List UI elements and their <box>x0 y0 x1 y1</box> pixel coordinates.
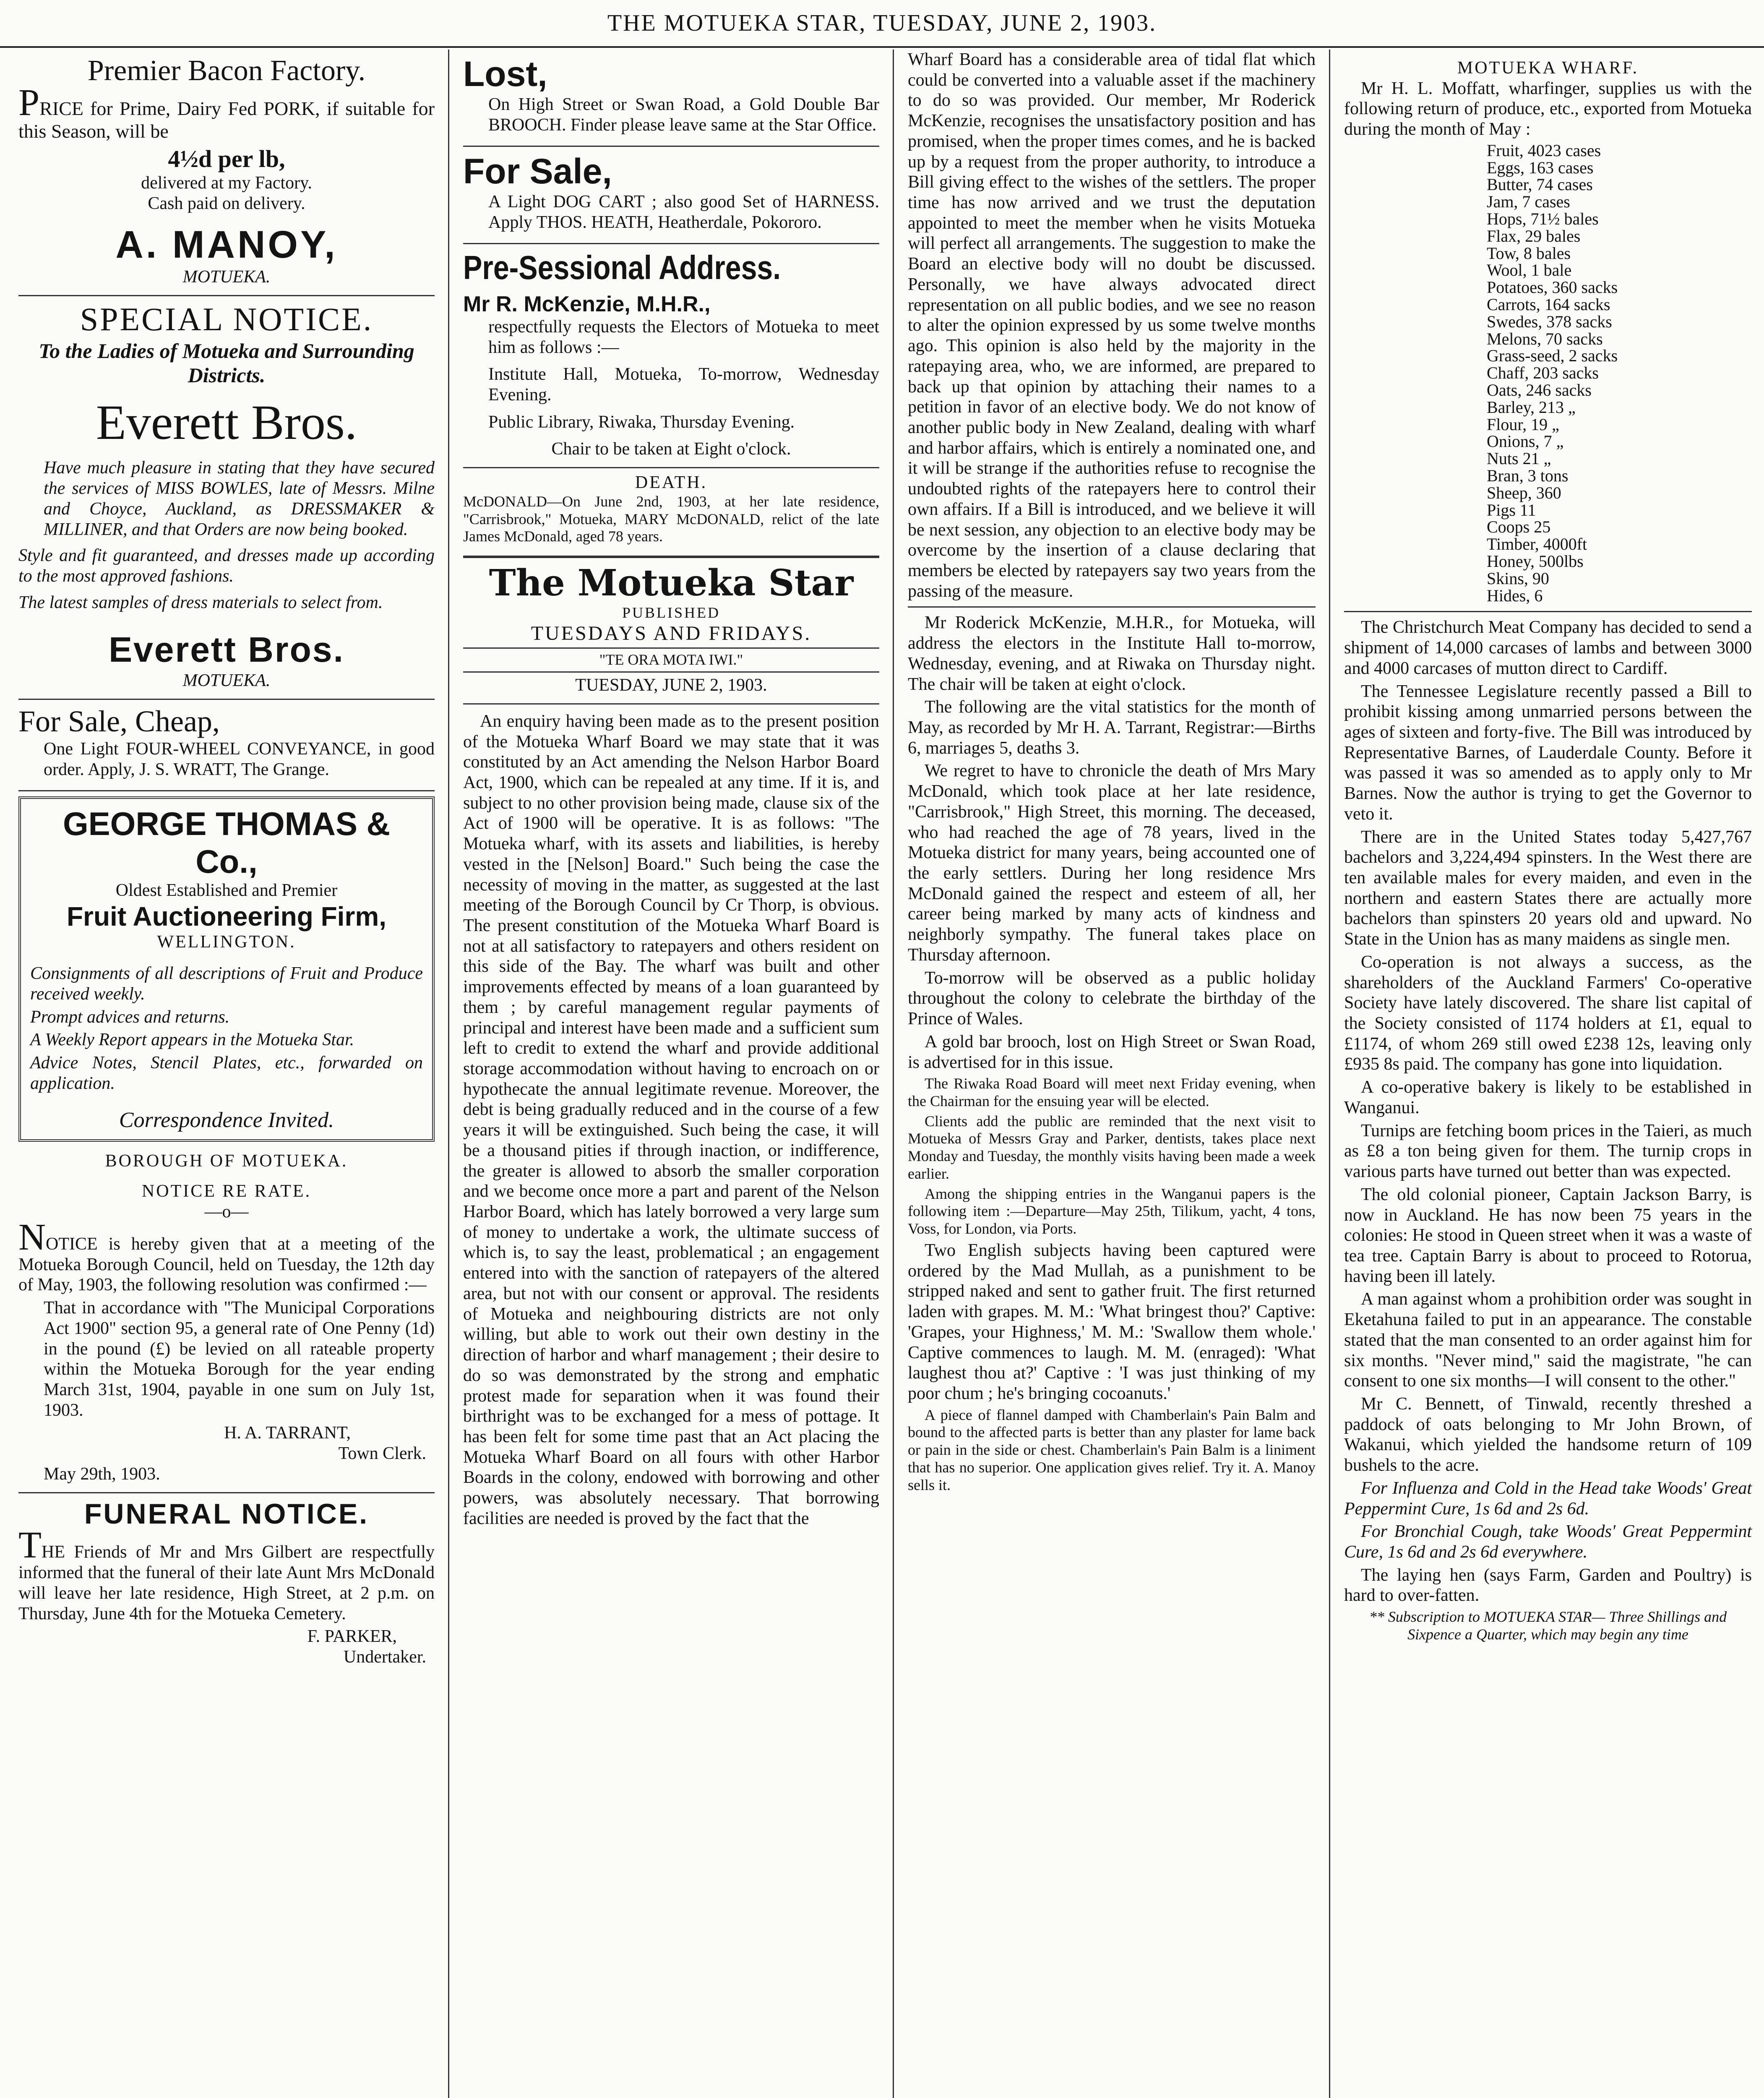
column-rule <box>448 50 449 2098</box>
section-divider <box>1344 611 1752 612</box>
news-item: The Riwaka Road Board will meet next Friday evening, when the Chairman for the ensuing year will be elected. <box>908 1075 1316 1109</box>
ad-place: MOTUEKA. <box>182 267 271 287</box>
export-list <box>1344 142 1752 605</box>
paper-date: TUESDAY, JUNE 2, 1903. <box>463 671 879 696</box>
subscription-note: ** Subscription to MOTUEKA STAR— Three Shillings and Sixpence a Quarter, which may begin any time <box>1369 1608 1727 1643</box>
masthead: THE MOTUEKA STAR, TUESDAY, JUNE 2, 1903. <box>0 0 1764 48</box>
export-item: Chaff, 203 sacks <box>1487 363 1599 383</box>
news-item: The Christchurch Meat Company has decided to send a shipment of 14,000 carcases of lambs and between 3000 and 4000 carcases of mutton direct to Cardiff. <box>1344 618 1752 678</box>
column-4 <box>1334 50 1762 2098</box>
advertisement-note: For Bronchial Cough, take Woods' Great Peppermint Cure, 1s 6d and 2s 6d everywhere. <box>1344 1522 1752 1562</box>
notice-signature: F. PARKER, <box>307 1627 397 1647</box>
news-item: The old colonial pioneer, Captain Jackson Barry, is now in Auckland. He has now been 75 years in the colonies: He stood in Queen street when it was a waste of tea tree. Captain Barry is about to proceed to Rotorua, having been ill lately. <box>1344 1185 1752 1286</box>
export-item: Pigs 11 <box>1487 500 1536 519</box>
export-item: Coops 25 <box>1487 517 1551 537</box>
news-item: A gold bar brooch, lost on High Street or Swan Road, is advertised for in this issue. <box>908 1032 1316 1072</box>
notice-divider: —o— <box>204 1202 249 1222</box>
news-item: Clients add the public are reminded that the next visit to Motueka of Messrs Gray and Parker, dentists, takes place next Monday and Tuesday, the monthly visits having been made a week earlier. <box>908 1112 1316 1182</box>
export-item: Eggs, 163 cases <box>1487 158 1594 177</box>
lost-ad <box>463 50 879 147</box>
notice-signature: Undertaker. <box>343 1647 426 1667</box>
notice-body: THE Friends of Mr and Mrs Gilbert are respectfully informed that the funeral of their late Aunt Mrs McDonald will leave her late residence, High Street, at 2 p.m. on Thursday, June 4th for the Motueka Cemetery. <box>18 1524 435 1623</box>
ad-title: Lost, <box>463 54 547 94</box>
ad-subtitle: Fruit Auctioneering Firm, <box>66 901 387 932</box>
news-item: The Tennessee Legislature recently passed a Bill to prohibit kissing among unmarried persons between the ages of sixteen and forty-five. The Bill was introduced by Representative Barnes, of Lauderdale County. Before it was passed it was so amended as to apply only to Mr Barnes. Now the author is trying to get the Governor to veto it. <box>1344 681 1752 824</box>
funeral-notice <box>18 1493 435 1675</box>
ad-body: One Light FOUR-WHEEL CONVEYANCE, in good order. Apply, J. S. WRATT, The Grange. <box>44 739 435 779</box>
paper-published: PUBLISHED <box>622 604 721 621</box>
editorial <box>463 711 879 1529</box>
editorial-continued: Wharf Board has a considerable area of tidal flat which could be converted into a valuable asset if the machinery to do so was provided. Our member, Mr Roderick McKenzie, recognises the unsatisfactory position and has promised, when the proper times comes, and he is backed up by a request from the proper authority, to introduce a Bill giving effect to the wishes of the settlers. The proper time has now arrived and we trust the deputation appointed to meet the member when he visits Motueka will perfect all arrangements. The suggestion to make the Board an elective body will no doubt be discussed. Personally, we have always advocated direct representation on all public bodies, and we see no reason to alter the opinion expressed by us some twelve months ago. This opinion is also held by the majority in the ratepaying area, who, we are informed, are prepared to back up that opinion by attaching their names to a petition in favor of an elective body. We do not know of another public body in New Zealand, dealing with wharf and harbor affairs, which is entirely a nominated one, and it will be strange if the authorities refuse to recognise the undoubted rights of the ratepayers here to control their own affairs. If a Bill is introduced, and we believe it will be next session, any objection to an elective body may be overcome by the insertion of a clause declaring that members be elected by ratepayers say two years from the passing of the measure. <box>908 50 1316 601</box>
news-item: The following are the vital statistics for the month of May, as recorded by Mr H. A. Tarrant, Registrar:—Births 6, marriages 5, deaths 3. <box>908 697 1316 758</box>
ad-body: Have much pleasure in stating that they have secured the services of MISS BOWLES, late of Messrs. Milne and Choyce, Auckland, as DRESSMAKER & MILLINER, and that Orders are now being booked. <box>44 458 435 539</box>
column-3 <box>898 50 1326 2098</box>
special-notice-ad <box>18 296 435 700</box>
news-item: Among the shipping entries in the Wanganui papers is the following item :—Departure—May 25th, Tilikum, yacht, 4 tons, Voss, for London, via Ports. <box>908 1185 1316 1237</box>
export-item: Honey, 500lbs <box>1487 552 1584 571</box>
ad-body: Advice Notes, Stencil Plates, etc., forwarded on application. <box>30 1053 423 1093</box>
paper-title: The Motueka Star <box>489 562 854 605</box>
news-item: The laying hen (says Farm, Garden and Poultry) is hard to over-fatten. <box>1344 1565 1752 1605</box>
export-item: Flour, 19 „ <box>1487 415 1559 434</box>
star-nameplate <box>463 557 879 705</box>
ad-price: 4½d per lb, <box>168 145 285 172</box>
ad-footer: Correspondence Invited. <box>119 1108 334 1133</box>
ad-subtitle: To the Ladies of Motueka and Surrounding Districts. <box>39 339 414 387</box>
ad-firm: Everett Bros. <box>96 394 357 450</box>
news-item: A co-operative bakery is likely to be established in Wanganui. <box>1344 1078 1752 1117</box>
export-item: Skins, 90 <box>1487 569 1549 588</box>
export-item: Wool, 1 bale <box>1487 261 1572 280</box>
notice-title: DEATH. <box>635 473 708 493</box>
ad-chair: Chair to be taken at Eight o'clock. <box>551 439 791 459</box>
news-item: A man against whom a prohibition order was sought in Eketahuna failed to put in an appearance. The constable stated that the man consented to an order against him for six months. "Never mind," said the magistrate, "he can consent to one six months—I will consent to the other." <box>1344 1289 1752 1391</box>
export-item: Onions, 7 „ <box>1487 432 1564 451</box>
wharf-title: MOTUEKA WHARF. <box>1457 58 1639 78</box>
ad-title: Pre-Sessional Address. <box>463 248 781 286</box>
column-1 <box>8 50 445 2098</box>
for-sale-ad <box>463 147 879 244</box>
ad-title: For Sale, <box>463 151 612 191</box>
export-item: Barley, 213 „ <box>1487 397 1576 417</box>
news-item: Mr Roderick McKenzie, M.H.R., for Motueka, will address the electors in the Institute Hall to-morrow, Wednesday, evening, and at Riwaka on Thursday night. The chair will be taken at eight o'clock. <box>908 613 1316 694</box>
notice-body: NOTICE is hereby given that at a meeting of the Motueka Borough Council, held on Tuesday, the 12th day of May, 1903, the following resolution was confirmed :— <box>18 1216 435 1295</box>
ad-body: PRICE for Prime, Dairy Fed PORK, if suitable for this Season, will be <box>18 82 435 142</box>
ad-body: On High Street or Swan Road, a Gold Double Bar BROOCH. Finder please leave same at the Star Office. <box>488 95 879 135</box>
news-item: A piece of flannel damped with Chamberlain's Pain Balm and bound to the affected parts is better than any plaster for lame back or pain in the side or chest. Chamberlain's Pain Balm is a liniment that has no superior. One application gives relief. Try it. A. Manoy sells it. <box>908 1406 1316 1493</box>
ad-title: For Sale, Cheap, <box>18 704 220 738</box>
paper-days: TUESDAYS AND FRIDAYS. <box>531 622 812 645</box>
ad-body: Consignments of all descriptions of Fruit and Produce received weekly. <box>30 964 423 1004</box>
ad-body: A Light DOG CART ; also good Set of HARNESS. Apply THOS. HEATH, Heatherdale, Pokororo. <box>488 192 879 232</box>
ad-meeting: Institute Hall, Motueka, To-morrow, Wednesday Evening. <box>488 365 879 405</box>
export-item: Nuts 21 „ <box>1487 449 1551 468</box>
ad-body: Style and fit guaranteed, and dresses made up according to the most approved fashions. <box>18 546 435 586</box>
export-item: Hides, 6 <box>1487 586 1543 605</box>
notice-date: May 29th, 1903. <box>44 1464 160 1484</box>
notice-body: McDONALD—On June 2nd, 1903, at her late residence, "Carrisbrook," Motueka, MARY McDONALD, relict of the late James McDonald, aged 78 years. <box>463 493 879 545</box>
news-item: Mr C. Bennett, of Tinwald, recently threshed a paddock of oats belonging to Mr John Brown, of Wakanui, which yielded the handsome return of 109 bushels to the acre. <box>1344 1394 1752 1475</box>
export-item: Timber, 4000ft <box>1487 535 1587 554</box>
news-item: Two English subjects having been captured were ordered by the Mad Mullah, as a punishment to be stripped naked and sent to gather fruit. The first returned laden with grapes. M. M.: 'What bringest thou?' Captive: 'Grapes, your Highness,' M. M.: 'Swallow them whole.' Captive commences to laugh. M. M. (enraged): 'What laughest thou at?' Captive : 'I was just thinking of my poor chum ; he's bringing cocoanuts.' <box>908 1240 1316 1403</box>
section-divider <box>908 606 1316 608</box>
ad-meeting: Public Library, Riwaka, Thursday Evening. <box>488 412 795 432</box>
ad-title: Premier Bacon Factory. <box>87 55 366 87</box>
wharf-intro: Mr H. L. Moffatt, wharfinger, supplies us with the following return of produce, etc., exported from Motueka during the month of May : <box>1344 78 1752 139</box>
paper-motto: "TE ORA MOTA IWI." <box>463 647 879 669</box>
news-item: There are in the United States today 5,427,767 bachelors and 3,224,494 spinsters. In the West there are ten available males for every maiden, and even in the northern and eastern States there are actually more bachelors than spinsters 20 years old and upward. No State in the Union has as many maidens as single men. <box>1344 827 1752 949</box>
borough-notice <box>18 1147 435 1493</box>
column-rule <box>1329 50 1330 2098</box>
export-item: Hops, 71½ bales <box>1487 209 1599 229</box>
export-item: Swedes, 378 sacks <box>1487 312 1612 331</box>
ad-place: MOTUEKA. <box>182 671 271 690</box>
bacon-factory-ad <box>18 50 435 296</box>
ad-firm: Everett Bros. <box>109 630 344 670</box>
export-item: Carrots, 164 sacks <box>1487 295 1610 314</box>
ad-body: Prompt advices and returns. <box>30 1007 230 1027</box>
export-item: Potatoes, 360 sacks <box>1487 278 1618 297</box>
ad-title: SPECIAL NOTICE. <box>80 301 373 338</box>
export-item: Flax, 29 bales <box>1487 226 1581 245</box>
export-item: Oats, 246 sacks <box>1487 381 1592 400</box>
notice-title: BOROUGH OF MOTUEKA. <box>105 1151 348 1171</box>
export-item: Grass-seed, 2 sacks <box>1487 346 1618 365</box>
ad-line: Cash paid on delivery. <box>148 193 305 213</box>
export-item: Bran, 3 tons <box>1487 466 1569 485</box>
ad-title: GEORGE THOMAS & Co., <box>63 805 391 880</box>
ad-subtitle: Oldest Established and Premier <box>115 881 338 900</box>
news-item: To-morrow will be observed as a public holiday throughout the colony to celebrate the birthday of the Prince of Wales. <box>908 968 1316 1029</box>
notice-resolution: That in accordance with "The Municipal Corporations Act 1900" section 95, a general rate of One Penny (1d) in the pound (£) be levied on all rateable property within the Motueka Borough for the year ending March 31st, 1904, payable in one sum on July 1st, 1903. <box>44 1298 435 1420</box>
notice-title: FUNERAL NOTICE. <box>84 1498 369 1530</box>
george-thomas-ad <box>18 796 435 1142</box>
ad-advertiser: A. MANOY, <box>115 223 338 266</box>
export-item: Melons, 70 sacks <box>1487 329 1603 348</box>
death-notice <box>463 468 879 557</box>
ad-body: respectfully requests the Electors of Motueka to meet him as follows :— <box>488 317 879 357</box>
export-item: Sheep, 360 <box>1487 483 1561 502</box>
editorial-paragraph: An enquiry having been made as to the present position of the Motueka Wharf Board we may state that it was constituted by an Act amending the Nelson Harbor Board Act, 1900, which can be repealed at any time. If it is, and subject to no other provision being made, clause six of the Act of 1900 will be operative. It is as follows: "The Motueka wharf, with its assets and liabilities, is hereby vested in the [Nelson] Board." Such being the case the necessity of moving in the matter, as suggested at the last meeting of the Borough Council by Cr Thorp, is obvious. The present constitution of the Motueka Wharf Board is not at all satisfactory to ratepayers and others resident on this side of the Bay. The wharf was built and other improvements effected by means of a loan guaranteed by them ; by careful management regular payments of principal and interest have been made and a sufficient sum left to credit to extend the wharf and provide additional storage accommodation without having to encroach on or hypothecate the annual legitimate revenue. Moreover, the debt is being gradually reduced and in the course of a few years it will be extinguished. Such being the case, it will be a thousand pities if through inaction, or indifference, the greater is allowed to absorb the smaller corporation and we become once more a part and parent of the Nelson Harbor Board, which has lately borrowed a very large sum of money to undertake a work, the ultimate success of which is, to say the least, problematical ; an engagement entered into with the sanction of ratepayers of the altered area, but not with our consent or approval. The residents of Motueka and neighbouring districts are not only willing, but able to work out their own destiny in the direction of harbor and wharf management ; their desire to do so was demonstrated by the strong and emphatic protest made for separation when it was found their birthright was to be exchanged for a mess of pottage. It has been felt for some time past that an Act placing the Motueka Wharf Board on all fours with other Harbor Boards in the colony, endowed with borrowing and other powers, was absolutely necessary. That borrowing facilities are needed is proved by the fact that the <box>463 711 879 1528</box>
news-item: Turnips are fetching boom prices in the Taieri, as much as £8 a ton being given for them. The turnip crops in various parts have turned out better than was expected. <box>1344 1121 1752 1182</box>
for-sale-cheap-ad <box>18 700 435 791</box>
ad-name: Mr R. McKenzie, M.H.R., <box>463 292 711 316</box>
ad-line: delivered at my Factory. <box>141 173 312 193</box>
export-item: Fruit, 4023 cases <box>1487 141 1601 160</box>
notice-signature: Town Clerk. <box>338 1444 426 1464</box>
advertisement-note: For Influenza and Cold in the Head take Woods' Great Peppermint Cure, 1s 6d and 2s 6d. <box>1344 1478 1752 1519</box>
ad-body: A Weekly Report appears in the Motueka Star. <box>30 1030 354 1050</box>
pre-sessional-address-ad <box>463 244 879 468</box>
notice-signature: H. A. TARRANT, <box>224 1423 351 1443</box>
ad-place: WELLINGTON. <box>157 932 296 952</box>
news-item: Co-operation is not always a success, as the shareholders of the Auckland Farmers' Co-operative Society have lately discovered. The share list capital of the Society consisted of 1174 holders at £1, equal to £1174, of whom 269 still owed £238 12s, leaving only £935 8s paid. The company has gone into liquidation. <box>1344 952 1752 1074</box>
ad-body: The latest samples of dress materials to select from. <box>18 592 383 612</box>
notice-subtitle: NOTICE RE RATE. <box>141 1182 312 1201</box>
column-2 <box>453 50 889 2098</box>
news-item: We regret to have to chronicle the death of Mrs Mary McDonald, which took place at her late residence, "Carrisbrook," High Street, this morning. The deceased, who had reached the age of 78 years, lived in the Motueka district for many years, being accounted one of the early settlers. During her long residence Mrs McDonald gained the respect and esteem of all, her career being marked by many acts of kindness and neighborly sympathy. The funeral takes place on Thursday afternoon. <box>908 761 1316 965</box>
export-item: Tow, 8 bales <box>1487 243 1571 263</box>
export-item: Jam, 7 cases <box>1487 192 1570 211</box>
column-rule <box>893 50 894 2098</box>
export-item: Butter, 74 cases <box>1487 175 1593 194</box>
